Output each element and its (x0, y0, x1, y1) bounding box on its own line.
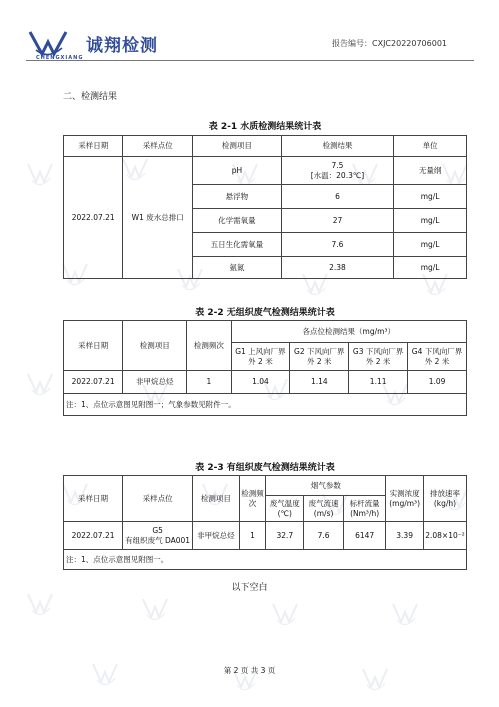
table1-item: 五日生化需氧量 (193, 233, 282, 257)
table3-frequency: 1 (239, 522, 266, 550)
table1-header: 检测结果 (281, 136, 393, 157)
watermark-logo-icon (25, 370, 55, 402)
table3-temperature: 32.7 (266, 522, 304, 550)
water-quality-table (63, 135, 467, 279)
table3-header-velocity: 废气流速(m/s) (304, 496, 344, 522)
table3-point: G5 有组织废气 DA001 (123, 522, 193, 550)
table2-note: 注：1、点位示意图见附图一；气象参数见附件一。 (64, 394, 467, 416)
table2-frequency: 1 (187, 371, 231, 394)
table1-unit: mg/L (394, 257, 467, 279)
table3-header-rate: 排放速率(kg/h) (423, 476, 466, 522)
watermark-logo-icon (25, 160, 55, 192)
logo-subtitle: CHENGXIANG (36, 55, 84, 61)
header-divider (26, 60, 474, 61)
table3-header-item: 检测项目 (193, 476, 239, 522)
fugitive-emission-table (63, 320, 467, 416)
table3-header-point: 采样点位 (123, 476, 193, 522)
table1-result: 7.5 [水温：20.3℃] (281, 157, 393, 185)
table3-velocity: 7.6 (304, 522, 344, 550)
table3-flow: 6147 (343, 522, 385, 550)
table2-caption: 表 2-2 无组织废气检测结果统计表 (195, 308, 335, 318)
table3-header-group: 烟气参数 (266, 476, 386, 496)
table2-value: 1.04 (231, 371, 290, 394)
table3-header-temperature: 废气温度(℃) (266, 496, 304, 522)
table2-point-header: G4 下风向厂界外 2 米 (408, 343, 467, 371)
table2-header-item: 检测项目 (123, 321, 187, 371)
table1-unit: mg/L (394, 185, 467, 209)
table2-point-header: G3 下风向厂界外 2 米 (349, 343, 408, 371)
watermark-logo-icon (390, 600, 420, 632)
report-number: 报告编号：CXJC20220706001 (332, 39, 447, 48)
table2-header-date: 采样日期 (64, 321, 123, 371)
table2-header-frequency: 检测频次 (187, 321, 231, 371)
table2-date: 2022.07.21 (64, 371, 123, 394)
table3-header-frequency: 检测频次 (239, 476, 266, 522)
table1-result: 7.6 (281, 233, 393, 257)
section-title: 二、检测结果 (63, 92, 118, 102)
table3-header-date: 采样日期 (64, 476, 123, 522)
watermark-logo-icon (140, 595, 170, 627)
table1-unit: 无量纲 (394, 157, 467, 185)
table3-header-flow: 标杆流量(Nm³/h) (343, 496, 385, 522)
table1-point: W1 废水总排口 (123, 157, 193, 279)
organized-emission-table (63, 475, 467, 570)
table3-concentration: 3.39 (386, 522, 424, 550)
logo-text: 诚翔检测 (86, 36, 158, 56)
table1-result: 2.38 (281, 257, 393, 279)
table3-caption: 表 2-3 有组织废气检测结果统计表 (195, 463, 335, 473)
table3-note: 注：1、点位示意图见附图一。 (64, 550, 467, 570)
table2-header-group: 各点位检测结果（mg/m³） (231, 321, 467, 343)
table1-header: 采样日期 (64, 136, 123, 157)
table3-rate: 2.08×10⁻² (423, 522, 466, 550)
table1-header: 采样点位 (123, 136, 193, 157)
table2-value: 1.14 (290, 371, 349, 394)
table1-item: 化学需氧量 (193, 209, 282, 233)
table1-date: 2022.07.21 (64, 157, 123, 279)
table3-header-concentration: 实测浓度(mg/m³) (386, 476, 424, 522)
table1-item: 氨氮 (193, 257, 282, 279)
table1-result: 27 (281, 209, 393, 233)
table1-unit: mg/L (394, 233, 467, 257)
table3-date: 2022.07.21 (64, 522, 123, 550)
table1-item: 悬浮物 (193, 185, 282, 209)
table1-result: 6 (281, 185, 393, 209)
table1-item: pH (193, 157, 282, 185)
table2-point-header: G1 上风向厂界外 2 米 (231, 343, 290, 371)
blank-below-text: 以下空白 (231, 583, 268, 593)
table1-caption: 表 2-1 水质检测结果统计表 (208, 122, 322, 132)
table2-value: 1.09 (408, 371, 467, 394)
watermark-logo-icon (270, 600, 300, 632)
table1-header: 单位 (394, 136, 467, 157)
table2-value: 1.11 (349, 371, 408, 394)
table3-item: 非甲烷总烃 (193, 522, 239, 550)
table1-header: 检测项目 (193, 136, 282, 157)
table2-point-header: G2 下风向厂界外 2 米 (290, 343, 349, 371)
table2-item: 非甲烷总烃 (123, 371, 187, 394)
page-number: 第 2 页 共 3 页 (223, 666, 276, 675)
watermark-logo-icon (25, 590, 55, 622)
table1-unit: mg/L (394, 209, 467, 233)
